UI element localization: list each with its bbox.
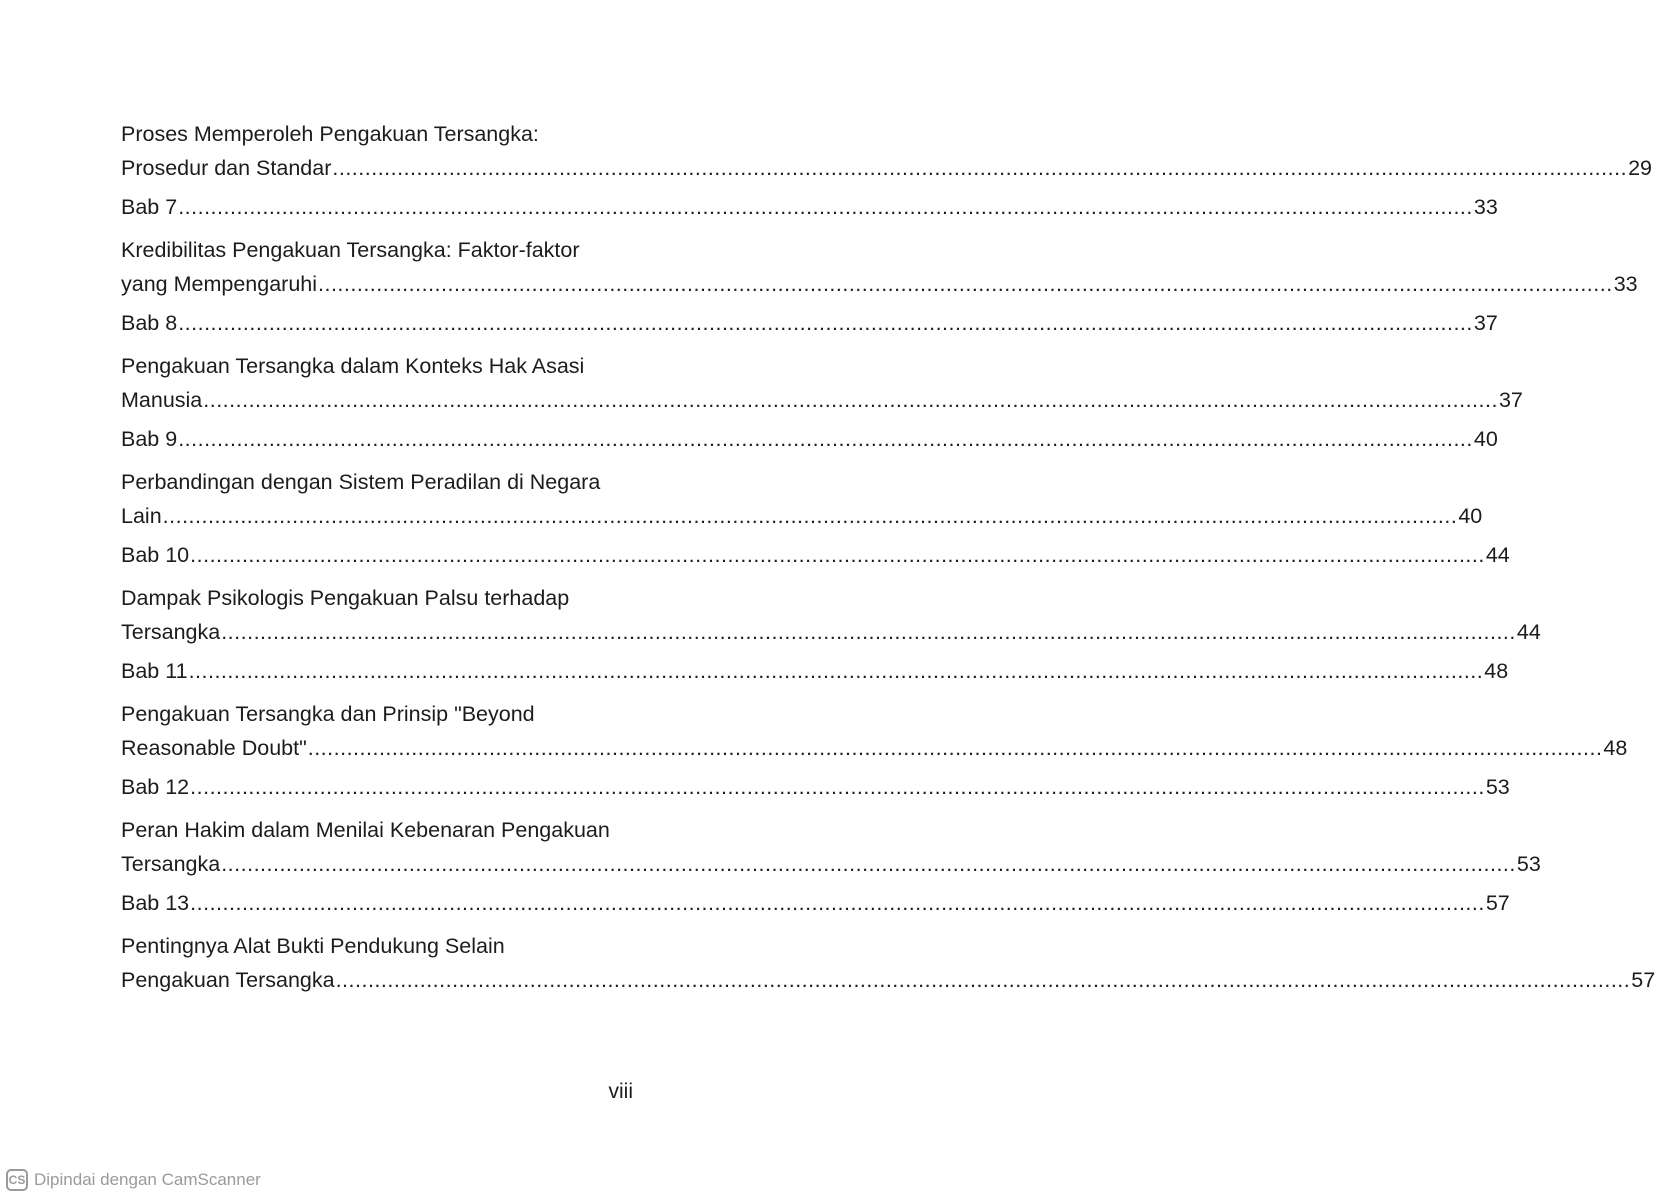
toc-page-number: 40 xyxy=(1473,427,1498,451)
toc-dot-leader: ........................................................................................................................................................................................................ xyxy=(178,195,1473,219)
toc-chapter-label: Bab 8 xyxy=(121,311,178,335)
toc-title-entry xyxy=(121,581,1541,649)
toc-dot-leader: ........................................................................................................................................................................................................ xyxy=(335,968,1631,992)
toc-leader-line xyxy=(121,654,1509,688)
toc-title-entry xyxy=(121,697,1628,765)
toc-title-entry xyxy=(121,349,1523,417)
toc-chapter-label: Bab 9 xyxy=(121,427,178,451)
toc-chapter-entry xyxy=(121,190,1498,224)
toc-dot-leader: ........................................................................................................................................................................................................ xyxy=(190,543,1485,567)
toc-page-number: 53 xyxy=(1485,775,1510,799)
toc-title-line-2: Tersangka xyxy=(121,620,221,644)
toc-leader-line xyxy=(121,306,1498,340)
toc-page-number: 37 xyxy=(1498,388,1523,412)
toc-dot-leader: ........................................................................................................................................................................................................ xyxy=(190,891,1485,915)
toc-leader-line xyxy=(121,731,1628,765)
toc-chapter-label: Bab 11 xyxy=(121,659,188,683)
toc-chapter-entry xyxy=(121,886,1510,920)
toc-title-entry xyxy=(121,465,1483,533)
toc-dot-leader: ........................................................................................................................................................................................................ xyxy=(190,775,1485,799)
toc-title-line-1: Kredibilitas Pengakuan Tersangka: Faktor-faktor xyxy=(121,238,580,262)
toc-chapter-label: Bab 7 xyxy=(121,195,178,219)
toc-title-line-1: Pengakuan Tersangka dalam Konteks Hak Asasi xyxy=(121,354,585,378)
toc-leader-line xyxy=(121,499,1483,533)
toc-dot-leader: ........................................................................................................................................................................................................ xyxy=(178,311,1473,335)
toc-dot-leader: ........................................................................................................................................................................................................ xyxy=(162,504,1458,528)
toc-page-number: 29 xyxy=(1628,156,1652,180)
toc-dot-leader: ........................................................................................................................................................................................................ xyxy=(203,388,1498,412)
toc-leader-line xyxy=(121,190,1498,224)
toc-chapter-entry xyxy=(121,770,1510,804)
toc-page-number: 37 xyxy=(1473,311,1498,335)
watermark-text: Dipindai dengan CamScanner xyxy=(34,1170,261,1189)
toc-page-number: 53 xyxy=(1516,852,1541,876)
toc-dot-leader: ........................................................................................................................................................................................................ xyxy=(318,272,1613,296)
toc-page-number: 44 xyxy=(1485,543,1510,567)
toc-leader-line xyxy=(121,538,1510,572)
toc-title-entry xyxy=(121,813,1541,881)
toc-title-line-2: Prosedur dan Standar xyxy=(121,156,332,180)
toc-leader-line xyxy=(121,963,1655,997)
toc-title-entry xyxy=(121,233,1638,301)
toc-leader-line xyxy=(121,151,1652,185)
toc-title-line-2: yang Mempengaruhi xyxy=(121,272,318,296)
toc-title-line-2: Pengakuan Tersangka xyxy=(121,968,335,992)
camscanner-watermark xyxy=(6,1169,261,1191)
toc-title-entry xyxy=(121,929,1655,997)
toc-leader-line xyxy=(121,886,1510,920)
toc-leader-line xyxy=(121,267,1638,301)
toc-title-line-1: Pentingnya Alat Bukti Pendukung Selain xyxy=(121,934,505,958)
toc-leader-line xyxy=(121,422,1498,456)
toc-title-line-2: Manusia xyxy=(121,388,203,412)
toc-title-line-1: Perbandingan dengan Sistem Peradilan di Negara xyxy=(121,470,601,494)
toc-title-entry xyxy=(121,117,1652,185)
toc-page-number: 40 xyxy=(1458,504,1483,528)
table-of-contents xyxy=(121,117,1655,1002)
toc-dot-leader: ........................................................................................................................................................................................................ xyxy=(332,156,1628,180)
toc-dot-leader: ........................................................................................................................................................................................................ xyxy=(307,736,1603,760)
toc-leader-line xyxy=(121,770,1510,804)
toc-page-number: 33 xyxy=(1613,272,1638,296)
toc-title-line-1: Dampak Psikologis Pengakuan Palsu terhadap xyxy=(121,586,570,610)
page-number: viii xyxy=(608,1080,633,1103)
toc-title-line-2: Reasonable Doubt" xyxy=(121,736,307,760)
toc-dot-leader: ........................................................................................................................................................................................................ xyxy=(221,620,1516,644)
toc-chapter-label: Bab 10 xyxy=(121,543,190,567)
camscanner-logo-icon: CS xyxy=(6,1169,28,1191)
toc-chapter-entry xyxy=(121,422,1498,456)
toc-page-number: 48 xyxy=(1603,736,1628,760)
toc-title-line-1: Peran Hakim dalam Menilai Kebenaran Pengakuan xyxy=(121,818,610,842)
toc-title-line-2: Lain xyxy=(121,504,162,528)
toc-dot-leader: ........................................................................................................................................................................................................ xyxy=(178,427,1473,451)
toc-chapter-label: Bab 13 xyxy=(121,891,190,915)
toc-title-line-1: Pengakuan Tersangka dan Prinsip "Beyond xyxy=(121,702,535,726)
toc-chapter-entry xyxy=(121,538,1510,572)
toc-leader-line xyxy=(121,847,1541,881)
toc-page-number: 44 xyxy=(1516,620,1541,644)
toc-leader-line xyxy=(121,383,1523,417)
toc-chapter-entry xyxy=(121,654,1509,688)
toc-dot-leader: ........................................................................................................................................................................................................ xyxy=(221,852,1516,876)
toc-page-number: 48 xyxy=(1484,659,1509,683)
toc-title-line-1: Proses Memperoleh Pengakuan Tersangka: xyxy=(121,122,539,146)
toc-chapter-label: Bab 12 xyxy=(121,775,190,799)
toc-dot-leader: ........................................................................................................................................................................................................ xyxy=(188,659,1484,683)
toc-page-number: 57 xyxy=(1485,891,1510,915)
toc-leader-line xyxy=(121,615,1541,649)
toc-page-number: 57 xyxy=(1631,968,1655,992)
toc-page-number: 33 xyxy=(1473,195,1498,219)
toc-chapter-entry xyxy=(121,306,1498,340)
toc-title-line-2: Tersangka xyxy=(121,852,221,876)
